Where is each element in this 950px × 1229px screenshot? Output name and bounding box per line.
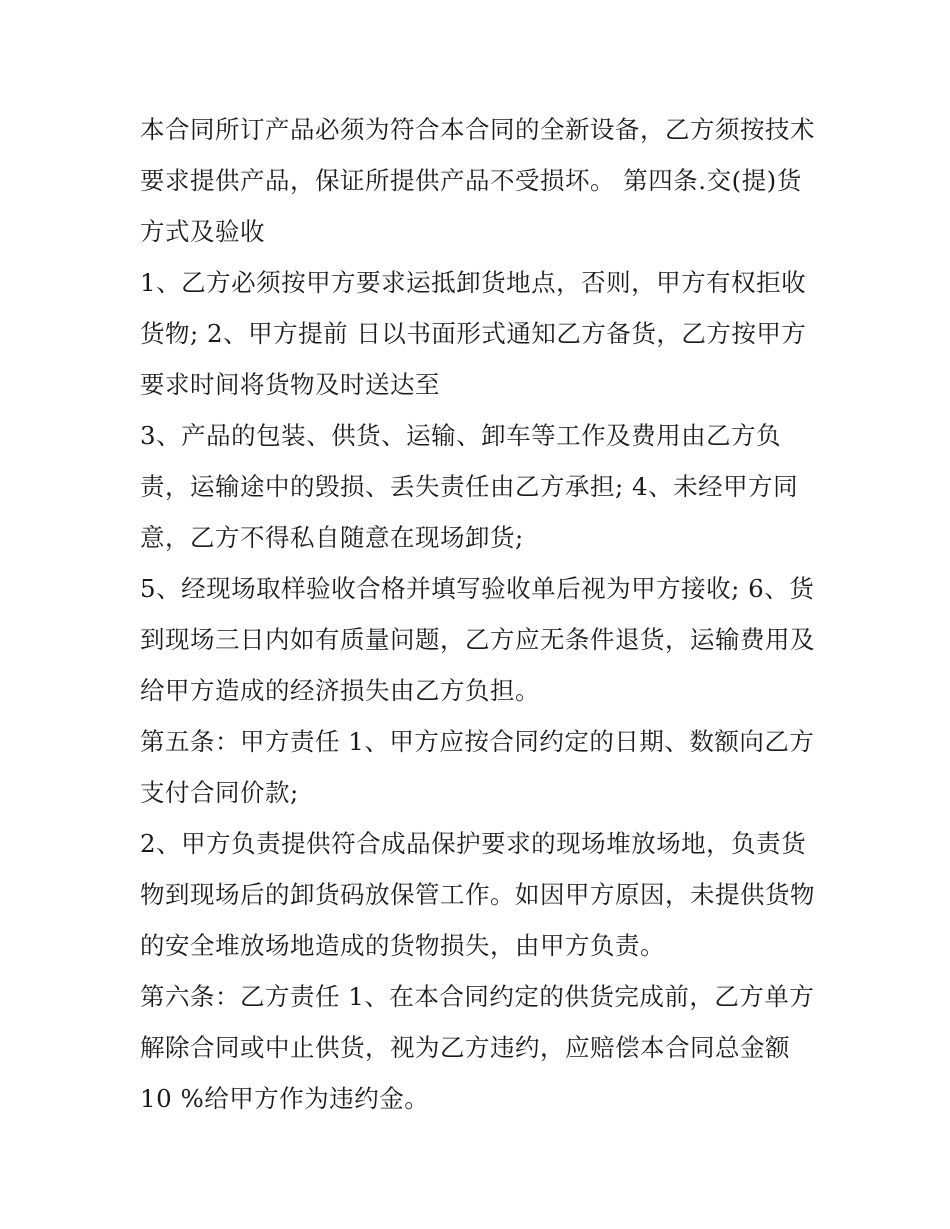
text-line: 3、产品的包装、供货、运输、卸车等工作及费用由乙方负: [140, 421, 782, 450]
text-line: 5、经现场取样验收合格并填写验收单后视为甲方接收; 6、货: [140, 574, 815, 603]
paragraph-delivery-clause-5-6: [140, 563, 830, 716]
text-line: 的安全堆放场地造成的货物损失，由甲方负责。: [140, 931, 665, 960]
text-line: 第六条：乙方责任 1、在本合同约定的供货完成前，乙方单方: [140, 982, 815, 1011]
text-line: 解除合同或中止供货，视为乙方违约，应赔偿本合同总金额: [140, 1033, 790, 1062]
text-line: 方式及验收: [140, 217, 265, 246]
text-line: 责，运输途中的毁损、丢失责任由乙方承担; 4、未经甲方同: [140, 472, 799, 501]
text-line: 第五条：甲方责任 1、甲方应按合同约定的日期、数额向乙方: [140, 727, 815, 756]
text-line: 要求时间将货物及时送达至: [140, 370, 440, 399]
paragraph-delivery-clause-3-4: [140, 410, 830, 563]
text-line: 到现场三日内如有质量问题，乙方应无条件退货，运输费用及: [140, 625, 815, 654]
text-line: 2、甲方负责提供符合成品保护要求的现场堆放场地，负责货: [140, 829, 807, 858]
paragraph-party-a-clause-2: [140, 818, 830, 971]
text-line: 10 %给甲方作为违约金。: [140, 1084, 430, 1113]
text-line: 给甲方造成的经济损失由乙方负担。: [140, 676, 540, 705]
paragraph-product-requirements: [140, 104, 830, 257]
paragraph-article-5-party-a: [140, 716, 830, 818]
paragraph-article-6-party-b: [140, 971, 830, 1124]
document-body: [140, 104, 830, 1124]
text-line: 本合同所订产品必须为符合本合同的全新设备，乙方须按技术: [140, 115, 815, 144]
text-line: 意，乙方不得私自随意在现场卸货;: [140, 523, 524, 552]
text-line: 1、乙方必须按甲方要求运抵卸货地点，否则，甲方有权拒收: [140, 268, 807, 297]
text-line: 物到现场后的卸货码放保管工作。如因甲方原因，未提供货物: [140, 880, 815, 909]
text-line: 支付合同价款;: [140, 778, 299, 807]
paragraph-delivery-clause-1-2: [140, 257, 830, 410]
text-line: 货物; 2、甲方提前 日以书面形式通知乙方备货，乙方按甲方: [140, 319, 807, 348]
text-line: 要求提供产品，保证所提供产品不受损坏。 第四条.交(提)货: [140, 166, 802, 195]
